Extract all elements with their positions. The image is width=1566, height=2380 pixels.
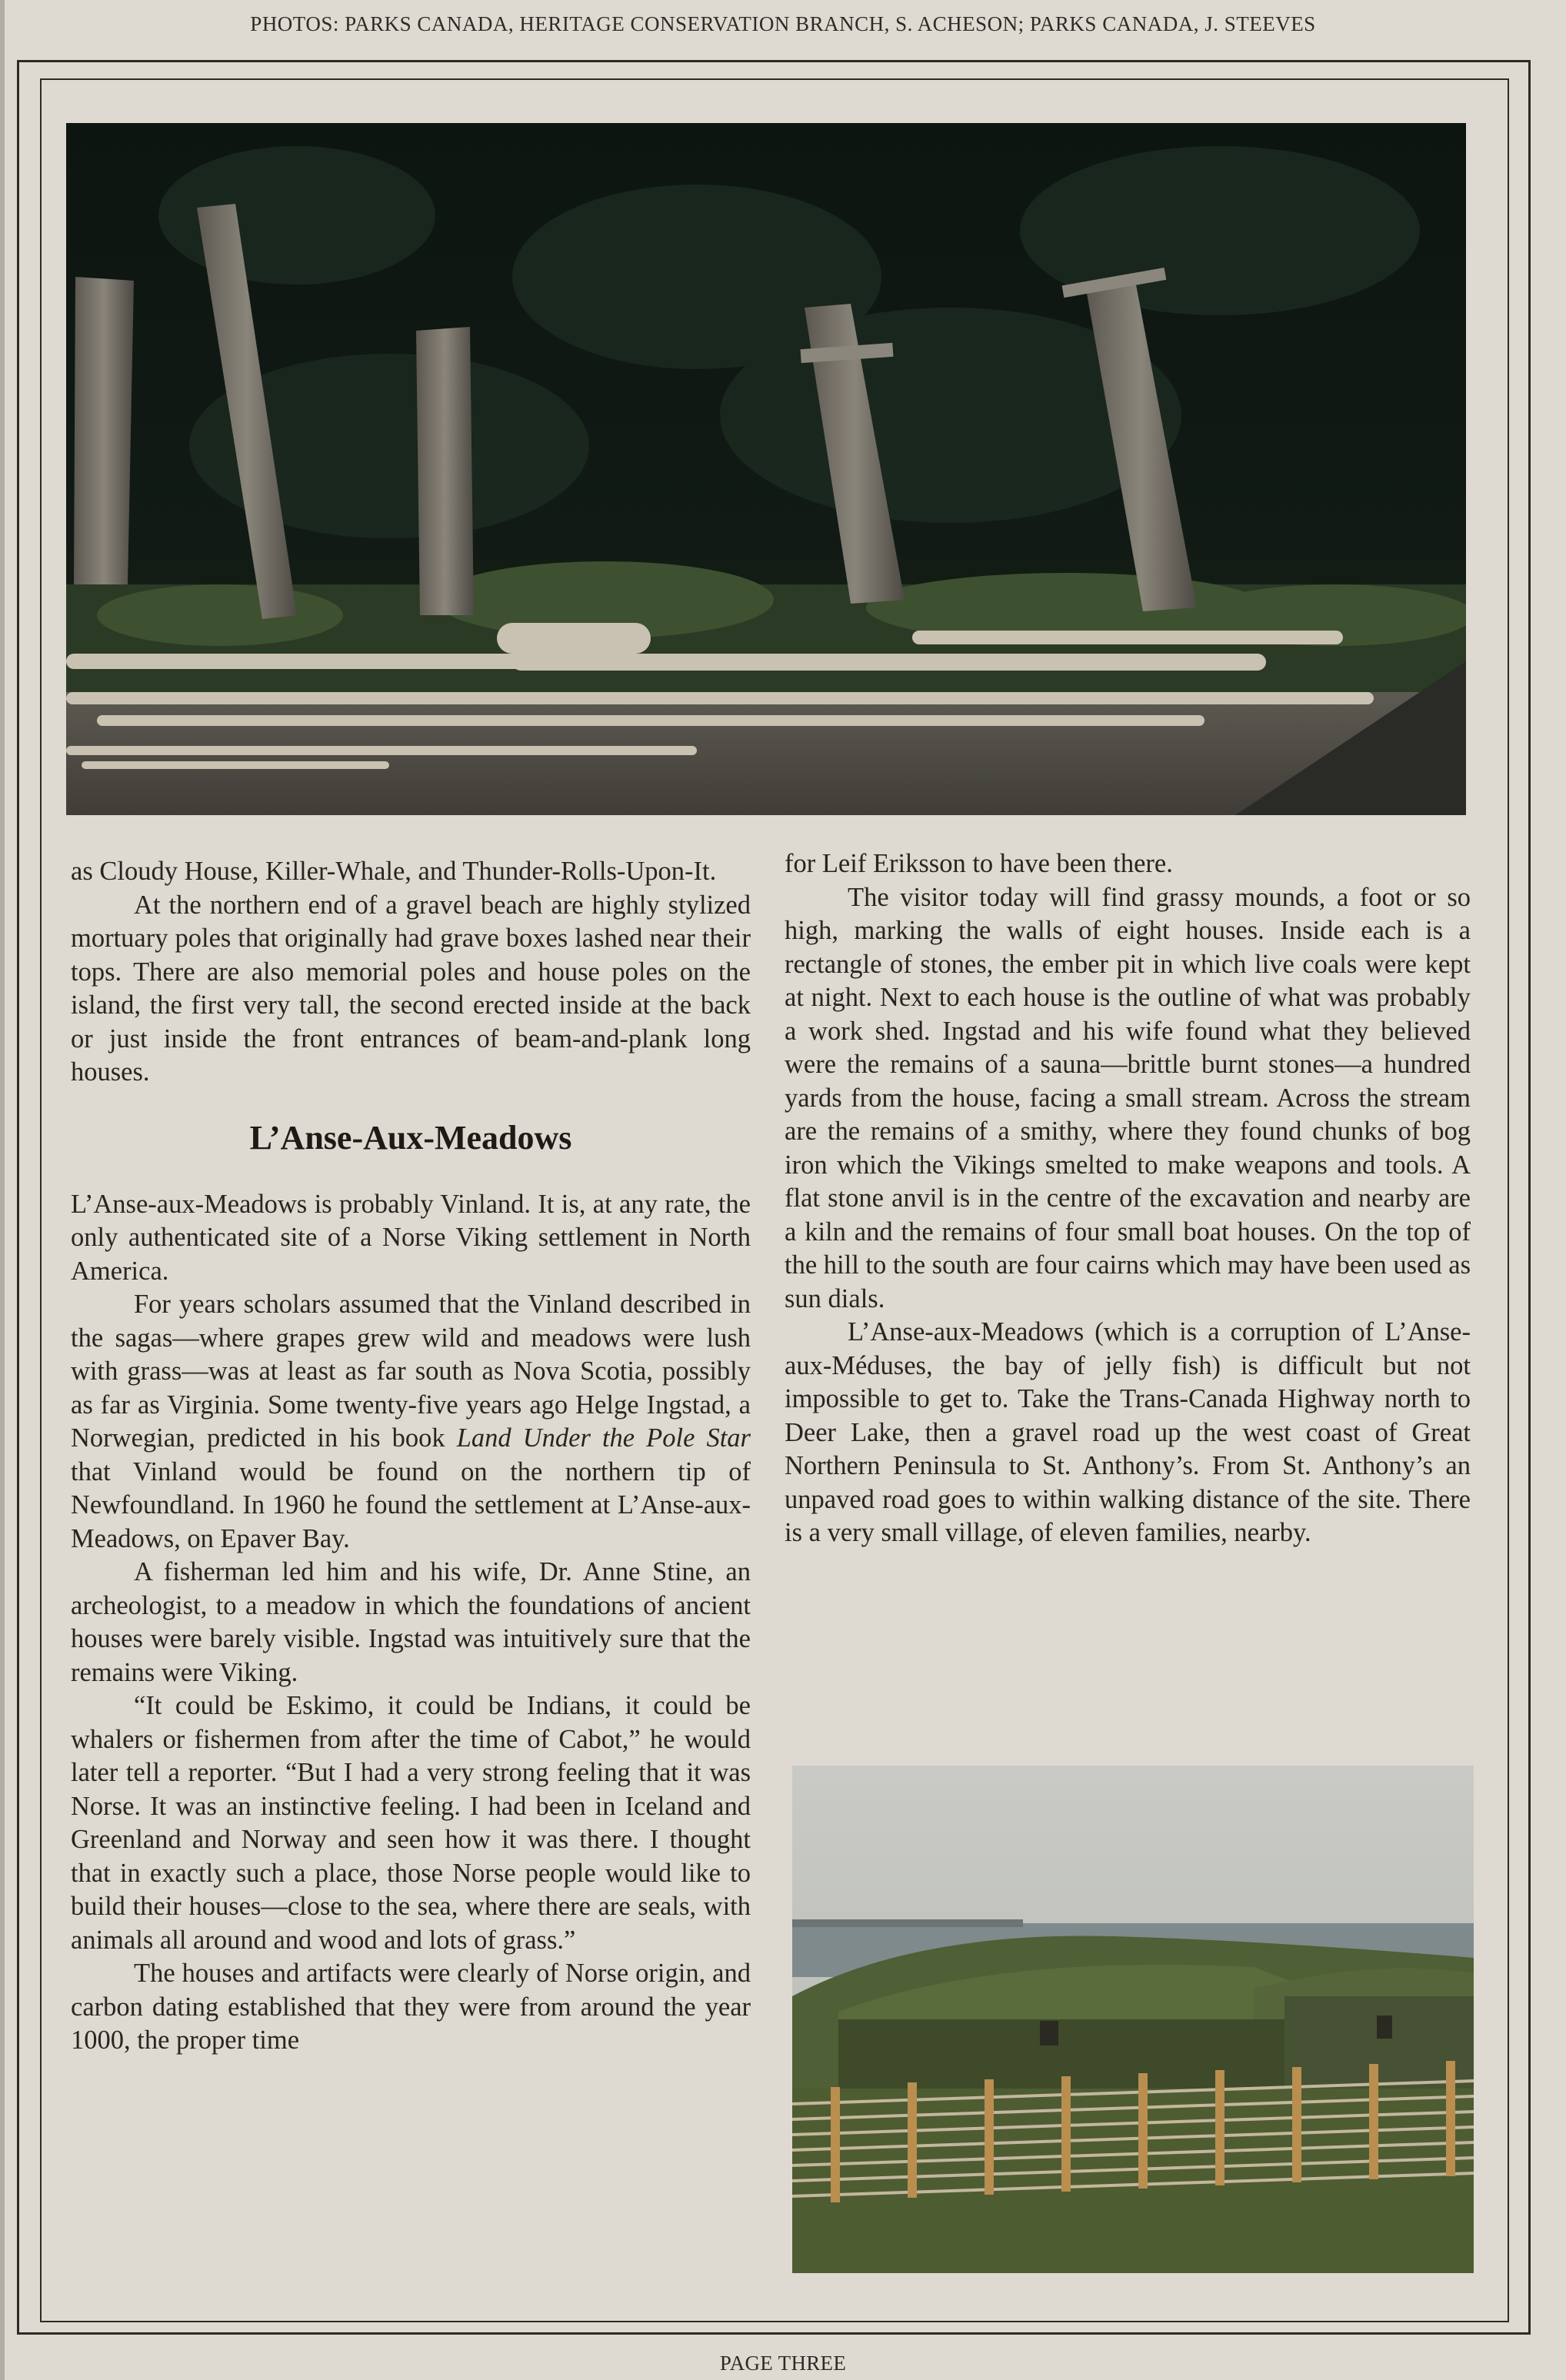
book-title: Land Under the Pole Star bbox=[456, 1423, 751, 1453]
section-heading: L’Anse-Aux-Meadows bbox=[249, 1118, 572, 1157]
paragraph bbox=[71, 1288, 751, 1556]
paragraph: The visitor today will find grassy mounds, a foot or so high, marking the walls of eight houses. Inside each is a rectangle of stones, the ember pit in which live coals were kept at night. Next to each house is the outline of what was probably a work shed. Ingstad and his wife found what they believed were the remains of a sauna—brittle burnt stones—a hundred yards from the house, facing a small stream. Across the stream are the remains of a smithy, where they found chunks of bog iron which the Vikings smelted to make weapons and tools. A flat stone anvil is in the centre of the excavation and nearby are a kiln and the remains of four small boat houses. On the top of the hill to the south are four cairns which may have been used as sun dials. bbox=[785, 882, 1471, 1313]
page-edge bbox=[0, 0, 5, 2380]
paragraph: “It could be Eskimo, it could be Indians, it could be whalers or fishermen from after the time of Cabot,” he would later tell a reporter. “But I had a very strong feeling that it was Norse. It was an instinctive feeling. I had been in Iceland and Greenland and Norway and seen how it was there. I thought that in exactly such a place, those Norse people would like to build their houses—close to the sea, where there are seals, with animals all around and wood and lots of grass.” bbox=[71, 1691, 751, 1955]
left-column bbox=[71, 855, 751, 2058]
page-number: PAGE THREE bbox=[719, 2352, 847, 2375]
paragraph: L’Anse-aux-Meadows (which is a corruption of L’Anse-aux-Méduses, the bay of jelly fish) is difficult but not impossible to get to. Take the Trans-Canada Highway north to Deer Lake, then a gravel road up the west coast of Great Northern Peninsula to St. Anthony’s. From St. Anthony’s an unpaved road goes to within walking distance of the site. There is a very small village, of eleven families, nearby. bbox=[785, 1317, 1471, 1547]
paragraph: The houses and artifacts were clearly of Norse origin, and carbon dating established that they were from around the year 1000, the proper time bbox=[71, 1959, 751, 2055]
paragraph: A fisherman led him and his wife, Dr. Anne Stine, an archeologist, to a meadow in which the foundations of ancient houses were barely visible. Ingstad was intuitively sure that the remains were Viking. bbox=[71, 1557, 751, 1687]
paragraph: for Leif Eriksson to have been there. bbox=[785, 849, 1173, 878]
paragraph: as Cloudy House, Killer-Whale, and Thunder-Rolls-Upon-It. bbox=[71, 857, 717, 886]
mortuary-poles-photo bbox=[66, 123, 1466, 815]
paragraph: At the northern end of a gravel beach are highly stylized mortuary poles that originally had grave boxes lashed near their tops. There are also memorial poles and house poles on the island, the first very tall, the second erected inside at the back or just inside the front entrances of beam-and-plank long houses. bbox=[71, 890, 751, 1087]
text-run: that Vinland would be found on the northern tip of Newfoundland. In 1960 he found the settlement at L’Anse-aux-Meadows, on Epaver Bay. bbox=[71, 1456, 751, 1553]
right-column bbox=[785, 847, 1471, 1550]
sod-houses-photo bbox=[792, 1766, 1474, 2273]
text-run: For years scholars assumed that the Vinland described in the sagas—where grapes grew wild and meadows were lush with grass—was at least as far south as Nova Scotia, possibly as far as Virginia. Some twenty-five years ago Helge Ingstad, a Norwegian, predicted in his book bbox=[71, 1290, 751, 1453]
photo-credit: PHOTOS: PARKS CANADA, HERITAGE CONSERVATION BRANCH, S. ACHESON; PARKS CANADA, J. STEEVES bbox=[250, 12, 1316, 35]
paragraph: L’Anse-aux-Meadows is probably Vinland. It is, at any rate, the only authenticated site of a Norse Viking settlement in North America. bbox=[71, 1189, 751, 1286]
